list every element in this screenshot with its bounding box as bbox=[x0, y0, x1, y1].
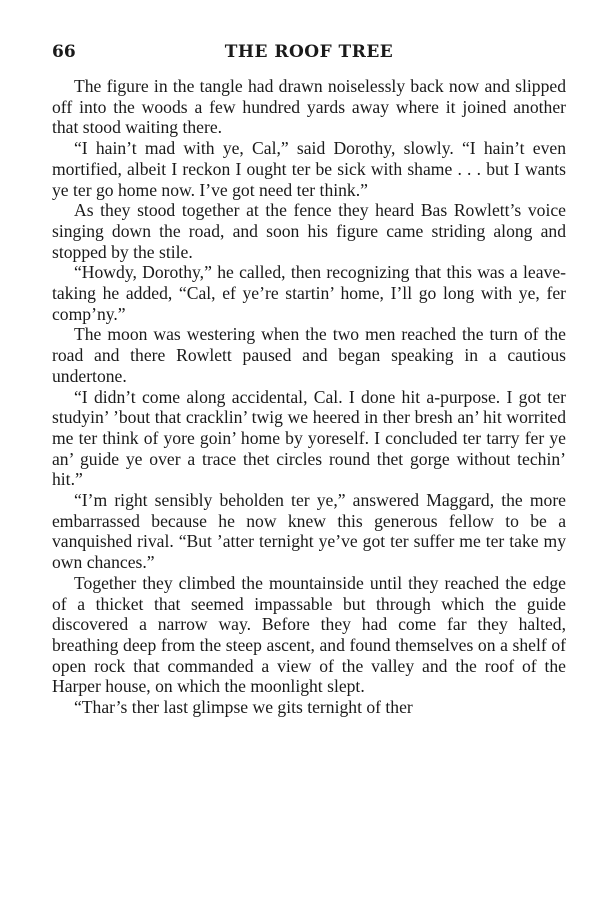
paragraph: The moon was westering when the two men reached the turn of the road and there Rowlett paused and began speaking in a cautious undertone. bbox=[52, 324, 566, 386]
book-page bbox=[52, 42, 566, 718]
body-text bbox=[52, 76, 566, 718]
paragraph: “Howdy, Dorothy,” he called, then recognizing that this was a leave-taking he added, “Cal, ef ye’re startin’ home, I’ll go long with ye, fer comp’ny.” bbox=[52, 262, 566, 324]
page-header bbox=[52, 42, 566, 68]
paragraph: “I hain’t mad with ye, Cal,” said Dorothy, slowly. “I hain’t even mortified, albeit I reckon I ought ter be sick with shame . . . but I wants ye ter go home now. I’ve got need ter think.” bbox=[52, 138, 566, 200]
paragraph: The figure in the tangle had drawn noiselessly back now and slipped off into the woods a few hundred yards away where it joined another that stood waiting there. bbox=[52, 76, 566, 138]
running-title: THE ROOF TREE bbox=[224, 42, 394, 62]
paragraph: “I didn’t come along accidental, Cal. I done hit a-purpose. I got ter studyin’ ’bout that cracklin’ twig we heered in ther bresh an’ hit worrited me ter think of yore goin’ home by yoreself. I concluded ter tarry fer ye an’ guide ye over a trace thet circles round thet gorge without techin’ hit.” bbox=[52, 386, 566, 490]
paragraph-continued: “Thar’s ther last glimpse we gits ternight of ther bbox=[74, 697, 413, 718]
paragraph: “I’m right sensibly beholden ter ye,” answered Maggard, the more embarrassed because he now knew this generous fellow to be a vanquished rival. “But ’atter ternight ye’ve got ter suffer me ter take my own chances.” bbox=[52, 490, 566, 573]
paragraph: Together they climbed the mountainside until they reached the edge of a thicket that seemed impassable but through which the guide discovered a narrow way. Before they had come far they halted, breathing deep from the steep ascent, and found themselves on a shelf of open rock that commanded a view of the valley and the roof of the Harper house, on which the moonlight slept. bbox=[52, 572, 566, 697]
paragraph: As they stood together at the fence they heard Bas Rowlett’s voice singing down the road, and soon his figure came striding along and stopped by the stile. bbox=[52, 200, 566, 262]
page-number: 66 bbox=[52, 42, 76, 62]
